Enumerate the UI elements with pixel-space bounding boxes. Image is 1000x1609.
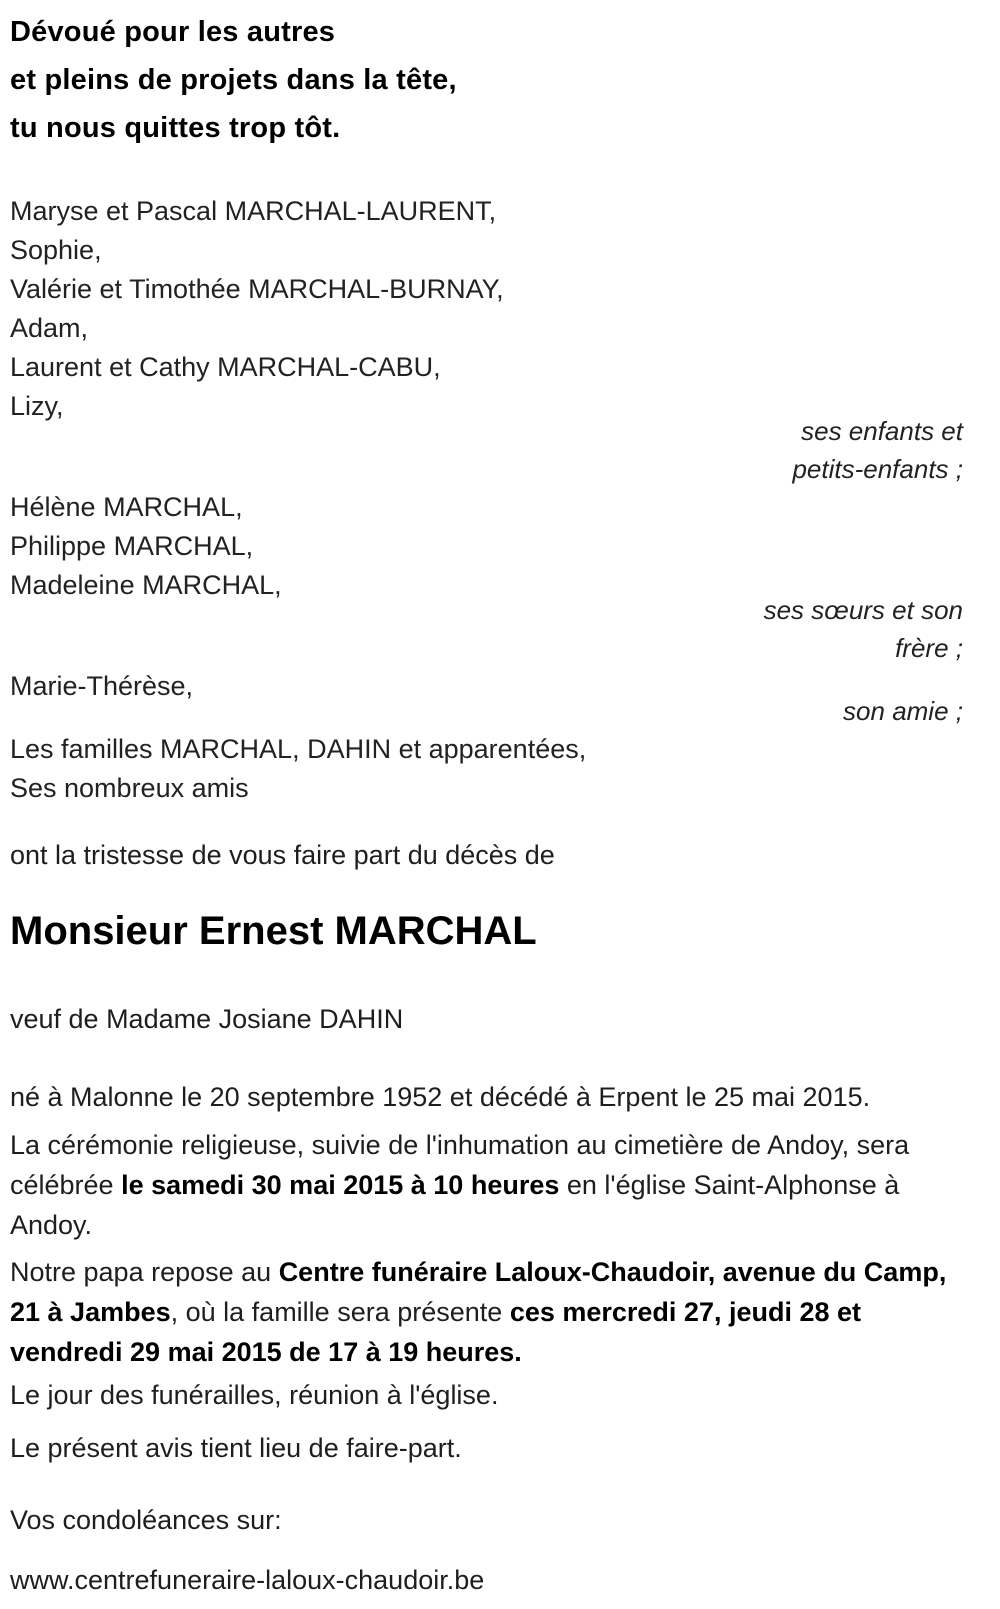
ceremony-text: La cérémonie religieuse, suivie de l'inhumation au cimetière de Andoy, sera célébrée	[10, 1130, 910, 1200]
announcement-line: ont la tristesse de vous faire part du décès de	[10, 840, 555, 870]
ceremony-paragraph	[10, 1125, 980, 1245]
relation-line: ses enfants et	[801, 416, 963, 446]
relative-name: Hélène MARCHAL,	[10, 492, 243, 522]
relative-name: Marie-Thérèse,	[10, 671, 194, 701]
relation-line: ses sœurs et son	[763, 595, 963, 625]
relative-name: Maryse et Pascal MARCHAL-LAURENT,	[10, 196, 497, 226]
relative-name: Madeleine MARCHAL,	[10, 570, 282, 600]
widower-line: veuf de Madame Josiane DAHIN	[10, 1004, 404, 1034]
relation-line: frère ;	[895, 633, 963, 663]
deceased-name: Monsieur Ernest MARCHAL	[10, 909, 537, 953]
relative-name: Valérie et Timothée MARCHAL-BURNAY,	[10, 274, 504, 304]
epitaph-line-1: Dévoué pour les autres	[10, 16, 336, 48]
repose-paragraph	[10, 1252, 980, 1372]
relation-line: petits-enfants ;	[792, 454, 963, 484]
funeral-home-address-bold: Centre funéraire Laloux-Chaudoir, avenue du Camp, 21 à Jambes	[10, 1257, 947, 1327]
relative-name: Les familles MARCHAL, DAHIN et apparentées,	[10, 734, 587, 764]
relative-name: Sophie,	[10, 235, 102, 265]
relation-line: son amie ;	[843, 696, 963, 726]
relative-name: Laurent et Cathy MARCHAL-CABU,	[10, 352, 441, 382]
repose-text-middle: , où la famille sera présente	[170, 1297, 510, 1327]
relative-name: Adam,	[10, 313, 89, 343]
faire-part-line: Le présent avis tient lieu de faire-part.	[10, 1433, 462, 1463]
relatives-list	[10, 192, 988, 808]
visitation-dates-bold: ces mercredi 27, jeudi 28 et vendredi 29 mai 2015 de 17 à 19 heures.	[10, 1297, 862, 1367]
relative-name: Philippe MARCHAL,	[10, 531, 254, 561]
epitaph	[10, 8, 988, 152]
relation-children-label	[10, 412, 988, 488]
ceremony-text-after: en l'église Saint-Alphonse à Andoy.	[10, 1170, 900, 1240]
epitaph-line-3: tu nous quittes trop tôt.	[10, 112, 341, 144]
life-dates-line: né à Malonne le 20 septembre 1952 et décédé à Erpent le 25 mai 2015.	[10, 1082, 871, 1112]
epitaph-line-2: et pleins de projets dans la tête,	[10, 64, 457, 96]
repose-text: Notre papa repose au	[10, 1257, 279, 1287]
relative-name: Ses nombreux amis	[10, 773, 249, 803]
ceremony-date-bold: le samedi 30 mai 2015 à 10 heures	[121, 1170, 560, 1200]
funeral-day-line: Le jour des funérailles, réunion à l'église.	[10, 1380, 499, 1410]
funeral-home-website-link[interactable]: www.centrefuneraire-laloux-chaudoir.be	[10, 1565, 485, 1595]
relative-name: Lizy,	[10, 391, 64, 421]
condolences-label: Vos condoléances sur:	[10, 1505, 282, 1535]
